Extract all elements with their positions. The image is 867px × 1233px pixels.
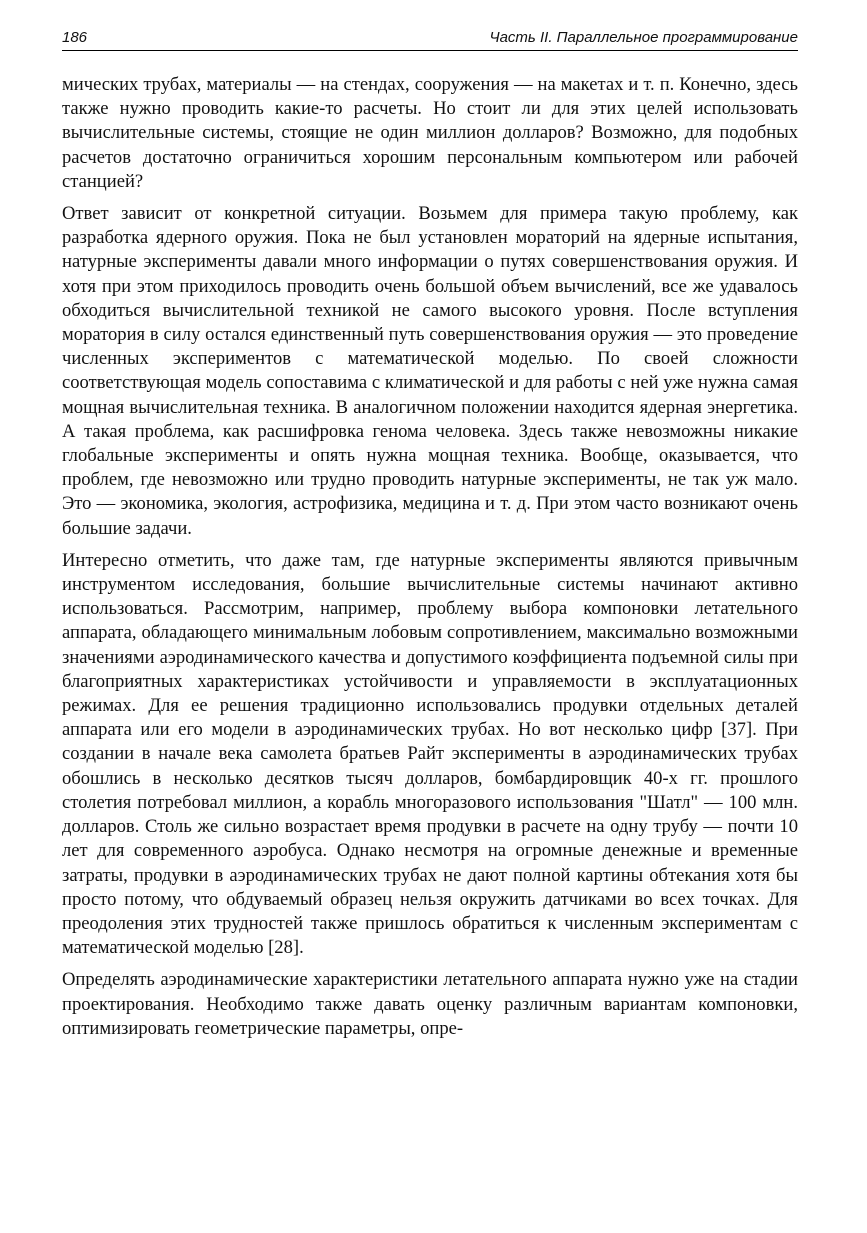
paragraph-3: Интересно отметить, что даже там, где натурные эксперименты являются привычным инструментом исследования, большие вычислительные системы начинают активно использоваться. Рассмотрим, например, проблему выбора компоновки летательного аппарата, обладающего минимальным лобовым сопротивлением, максимально возможными значениями аэродинамического качества и допустимого коэффициента подъемной силы при благоприятных характеристиках устойчивости и управляемости в эксплуатационных режимах. Для ее решения традиционно использовались продувки отдельных деталей аппарата или его модели в аэродинамических трубах. Но вот несколько цифр [37]. При создании в начале века самолета братьев Райт эксперименты в аэродинамических трубах обошлись в несколько десятков тысяч долларов, бомбардировщик 40-х гг. прошлого столетия потребовал миллион, а корабль многоразового использования "Шатл" — 100 млн. долларов. Столь же сильно возрастает время продувки в расчете на одну трубу — почти 10 лет для современного аэробуса. Однако несмотря на огромные денежные и временные затраты, продувки в аэродинамических трубах не дают полной картины обтекания хотя бы просто потому, что обдуваемый образец нельзя окружить датчиками во всех точках. Для преодоления этих трудностей также пришлось обратиться к численным экспериментам с математической моделью [28]. — [62, 549, 798, 959]
paragraph-1: мических трубах, материалы — на стендах, сооружения — на макетах и т. п. Конечно, здесь также нужно проводить какие-то расчеты. Но стоит ли для этих целей использовать вычислительные системы, стоящие не один миллион долларов? Возможно, для подобных расчетов достаточно ограничиться хорошим персональным компьютером или рабочей станцией? — [62, 74, 798, 192]
section-title: Часть II. Параллельное программирование — [489, 29, 798, 46]
paragraph-4: Определять аэродинамические характеристики летательного аппарата нужно уже на стадии проектирования. Необходимо также давать оценку различным вариантам компоновки, оптимизировать геометрические параметры, опре- — [62, 969, 798, 1039]
body-text — [62, 73, 798, 1041]
paragraph-2: Ответ зависит от конкретной ситуации. Возьмем для примера такую проблему, как разработка ядерного оружия. Пока не был установлен мораторий на ядерные испытания, натурные эксперименты давали много информации о путях совершенствования оружия. И хотя при этом приходилось проводить очень большой объем вычислений, все же удавалось обходиться вычислительной техникой не самого высокого уровня. После вступления моратория в силу остался единственный путь совершенствования оружия — это проведение численных экспериментов с математической моделью. По своей сложности соответствующая модель сопоставима с климатической и для работы с ней уже нужна самая мощная вычислительная техника. В аналогичном положении находится ядерная энергетика. А такая проблема, как расшифровка генома человека. Здесь также невозможны никакие глобальные эксперименты и опять нужна мощная техника. Вообще, оказывается, что проблем, где невозможно или трудно проводить натурные эксперименты, не так уж мало. Это — экономика, экология, астрофизика, медицина и т. д. При этом часто возникают очень большие задачи. — [62, 203, 798, 539]
running-head — [62, 26, 798, 51]
page-number: 186 — [62, 29, 88, 46]
book-page — [62, 26, 798, 1049]
